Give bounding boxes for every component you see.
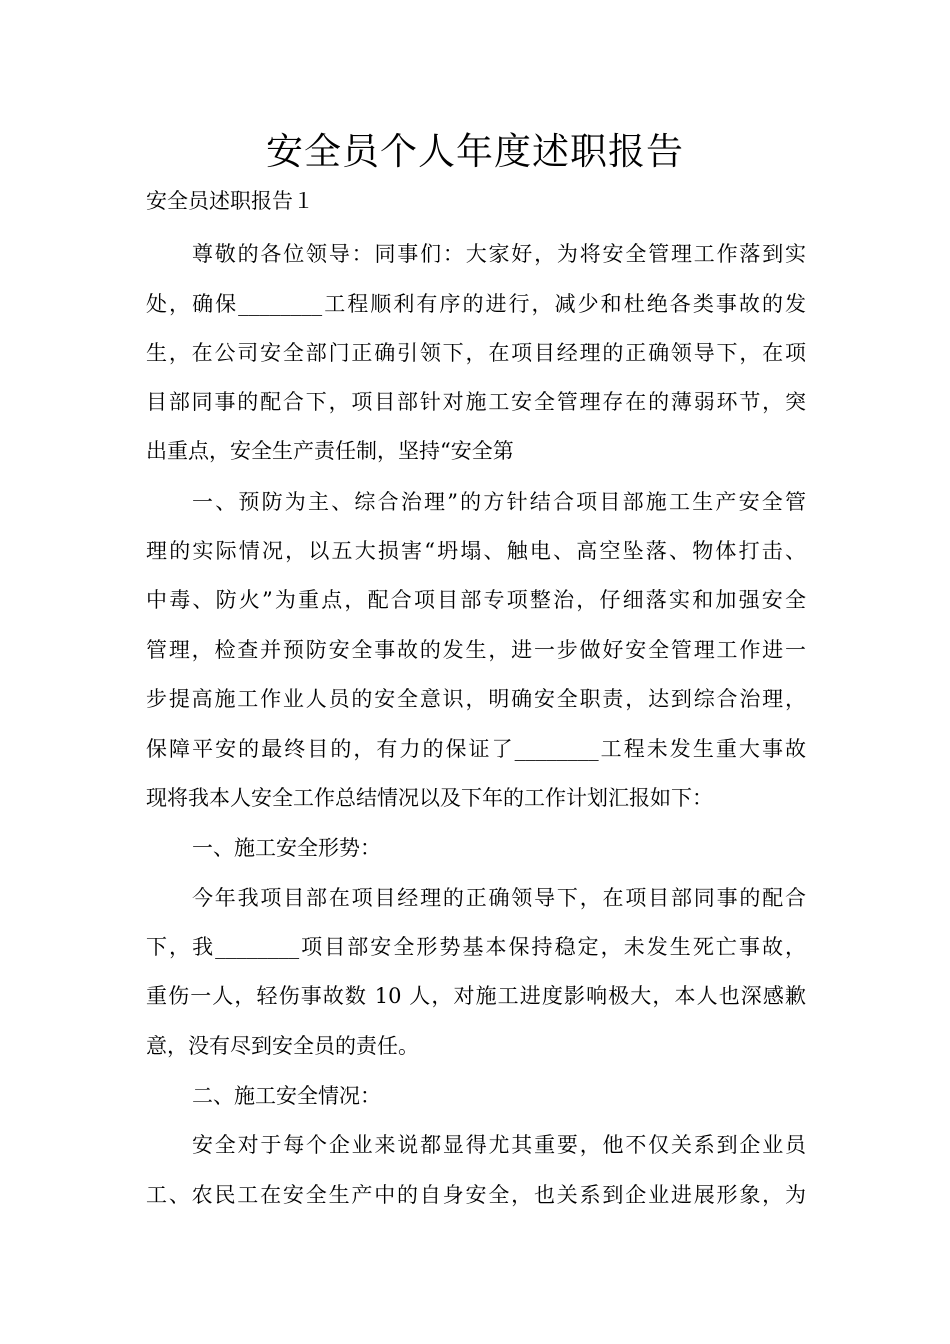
section-heading-1: 一、施工安全形势： xyxy=(192,836,381,860)
paragraph-1-line-5: 出重点，安全生产责任制，坚持“安全第 xyxy=(146,439,514,463)
paragraph-3-line-1: 今年我项目部在项目经理的正确领导下，在项目部同事的配合 xyxy=(192,886,806,910)
paragraph-1-line-1: 尊敬的各位领导：同事们：大家好，为将安全管理工作落到实 xyxy=(192,242,806,266)
paragraph-2-line-6: 保障平安的最终目的，有力的保证了________工程未发生重大事故 xyxy=(146,737,806,761)
paragraph-3-line-2: 下，我________项目部安全形势基本保持稳定，未发生死亡事故， xyxy=(146,935,806,959)
paragraph-2-line-2: 理的实际情况，以五大损害“坍塌、触电、高空坠落、物体打击、 xyxy=(146,539,806,563)
section-heading-2: 二、施工安全情况： xyxy=(192,1084,381,1108)
paragraph-4-line-2: 工、农民工在安全生产中的自身安全，也关系到企业进展形象，为 xyxy=(146,1183,806,1207)
paragraph-1-line-4: 目部同事的配合下，项目部针对施工安全管理存在的薄弱环节，突 xyxy=(146,390,806,414)
paragraph-2-line-5: 步提高施工作业人员的安全意识，明确安全职责，达到综合治理， xyxy=(146,687,806,711)
paragraph-3-line-3: 重伤一人，轻伤事故数 10 人，对施工进度影响极大，本人也深感歉 xyxy=(146,984,806,1008)
paragraph-2-line-4: 管理，检查并预防安全事故的发生，进一步做好安全管理工作进一 xyxy=(146,638,806,662)
paragraph-3-line-4: 意，没有尽到安全员的责任。 xyxy=(146,1034,419,1058)
paragraph-4-line-1: 安全对于每个企业来说都显得尤其重要，他不仅关系到企业员 xyxy=(192,1133,806,1157)
paragraph-1-line-2: 处，确保________工程顺利有序的进行，减少和杜绝各类事故的发 xyxy=(146,292,806,316)
paragraph-2-line-7: 现将我本人安全工作总结情况以及下年的工作计划汇报如下： xyxy=(146,786,713,810)
paragraph-1-line-3: 生，在公司安全部门正确引领下，在项目经理的正确领导下，在项 xyxy=(146,341,806,365)
paragraph-2-line-1: 一、预防为主、综合治理”的方针结合项目部施工生产安全管 xyxy=(192,490,806,514)
report-subheading: 安全员述职报告１ xyxy=(146,189,314,213)
document-title: 安全员个人年度述职报告 xyxy=(266,130,684,173)
paragraph-2-line-3: 中毒、防火”为重点，配合项目部专项整治，仔细落实和加强安全 xyxy=(146,588,806,612)
